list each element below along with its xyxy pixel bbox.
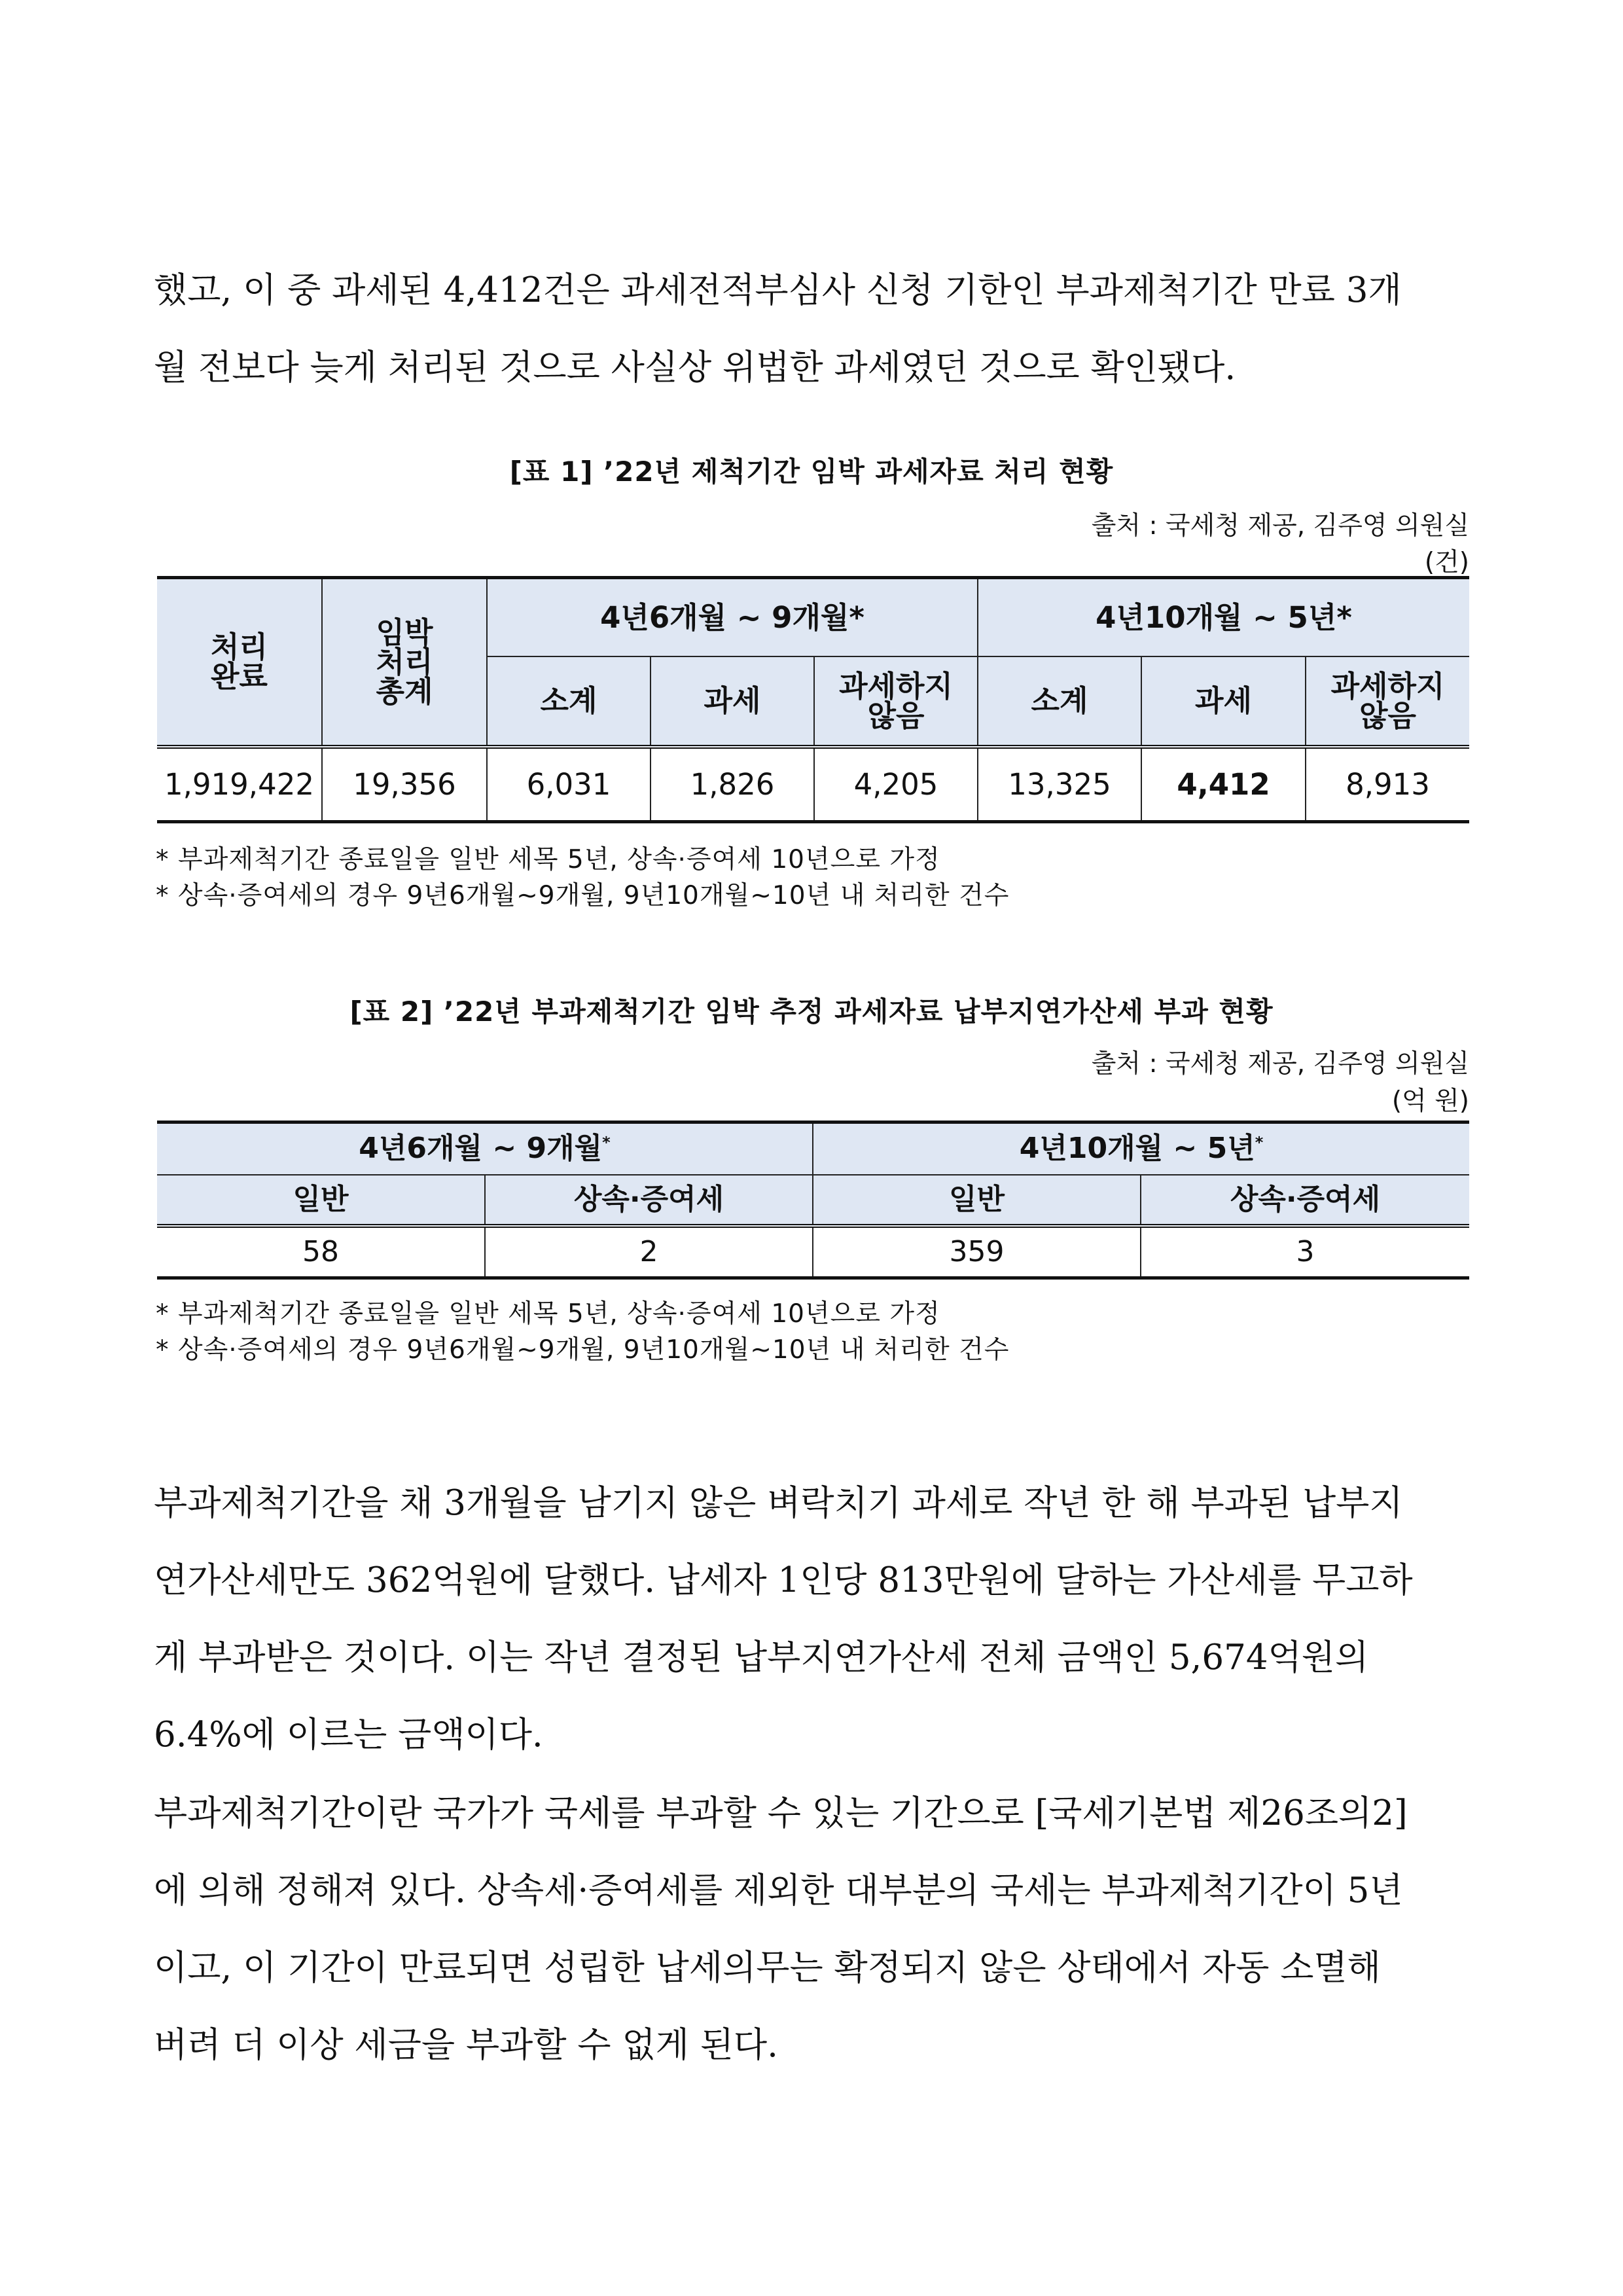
para2-line-3: 이고, 이 기간이 만료되면 성립한 납세의무는 확정되지 않은 상태에서 자동 소멸해 [154, 1948, 1381, 1988]
header-subtotal-1: 소계 [487, 656, 651, 747]
t2-cell-general-1: 58 [157, 1226, 485, 1278]
header-completed: 처리 완료 [157, 578, 322, 747]
cell-not-taxed-1: 4,205 [814, 747, 978, 822]
table1 [157, 576, 1469, 823]
t2-header-inheritance-2: 상속·증여세 [1141, 1175, 1469, 1226]
t2-header-group-6-9m: 4년6개월 ~ 9개월* [157, 1122, 813, 1175]
table1-caption: [표 1] ’22년 제척기간 임박 과세자료 처리 현황 [509, 456, 1114, 488]
header-total: 임박 처리 총계 [322, 578, 487, 747]
header-not-taxed-2: 과세하지 않음 [1306, 656, 1469, 747]
para2-line-1: 부과제척기간이란 국가가 국세를 부과할 수 있는 기간으로 [국세기본법 제26조의2] [154, 1793, 1408, 1833]
cell-completed: 1,919,422 [157, 747, 322, 822]
para2-line-2: 에 의해 정해져 있다. 상속세·증여세를 제외한 대부분의 국세는 부과제척기간이 5년 [154, 1871, 1403, 1910]
table1-note-2: * 상속·증여세의 경우 9년6개월~9개월, 9년10개월~10년 내 처리한 건수 [156, 881, 1010, 910]
header-group-6-9m: 4년6개월 ~ 9개월* [487, 578, 978, 656]
para1-line-4: 6.4%에 이르는 금액이다. [154, 1715, 543, 1755]
table2-row [157, 1226, 1469, 1278]
table1-row [157, 747, 1469, 822]
table1-note-1: * 부과제척기간 종료일을 일반 세목 5년, 상속·증여세 10년으로 가정 [156, 845, 940, 874]
header-subtotal-2: 소계 [978, 656, 1141, 747]
table2-unit: (억 원) [1391, 1086, 1469, 1116]
cell-subtotal-2: 13,325 [978, 747, 1141, 822]
table2 [157, 1121, 1469, 1280]
cell-subtotal-1: 6,031 [487, 747, 651, 822]
table2-caption: [표 2] ’22년 부과제척기간 임박 추정 과세자료 납부지연가산세 부과 현황 [349, 996, 1274, 1028]
cell-not-taxed-2: 8,913 [1306, 747, 1469, 822]
t2-cell-inheritance-2: 3 [1141, 1226, 1469, 1278]
intro-line-2: 월 전보다 늦게 처리된 것으로 사실상 위법한 과세였던 것으로 확인됐다. [154, 348, 1236, 387]
para2-line-4: 버려 더 이상 세금을 부과할 수 없게 된다. [154, 2025, 778, 2065]
cell-taxed-1: 1,826 [651, 747, 814, 822]
header-taxed-2: 과세 [1141, 656, 1306, 747]
t2-cell-general-2: 359 [813, 1226, 1141, 1278]
body-paragraph-1 [154, 1465, 1469, 1774]
body-paragraph-2 [154, 1775, 1469, 2084]
intro-paragraph [154, 252, 1469, 406]
header-group-10m-5y: 4년10개월 ~ 5년* [978, 578, 1469, 656]
header-not-taxed-1: 과세하지 않음 [814, 656, 978, 747]
para1-line-3: 게 부과받은 것이다. 이는 작년 결정된 납부지연가산세 전체 금액인 5,674억원의 [154, 1638, 1369, 1677]
intro-line-1: 했고, 이 중 과세된 4,412건은 과세전적부심사 신청 기한인 부과제척기간 만료 3개 [154, 270, 1402, 310]
header-taxed-1: 과세 [651, 656, 814, 747]
table2-note-2: * 상속·증여세의 경우 9년6개월~9개월, 9년10개월~10년 내 처리한 건수 [156, 1335, 1010, 1365]
cell-taxed-2: 4,412 [1141, 747, 1306, 822]
t2-header-general-1: 일반 [157, 1175, 485, 1226]
t2-header-group-10m-5y: 4년10개월 ~ 5년* [813, 1122, 1469, 1175]
para1-line-1: 부과제척기간을 채 3개월을 남기지 않은 벼락치기 과세로 작년 한 해 부과된 납부지 [154, 1483, 1403, 1523]
table2-source: 출처 : 국세청 제공, 김주영 의원실 [1091, 1049, 1469, 1079]
t2-header-inheritance-1: 상속·증여세 [485, 1175, 813, 1226]
para1-line-2: 연가산세만도 362억원에 달했다. 납세자 1인당 813만원에 달하는 가산세를 무고하 [154, 1560, 1413, 1600]
table2-note-1: * 부과제척기간 종료일을 일반 세목 5년, 상속·증여세 10년으로 가정 [156, 1299, 940, 1329]
t2-cell-inheritance-1: 2 [485, 1226, 813, 1278]
t2-header-general-2: 일반 [813, 1175, 1141, 1226]
table1-unit: (건) [1424, 548, 1469, 577]
table1-source: 출처 : 국세청 제공, 김주영 의원실 [1091, 511, 1469, 541]
cell-total: 19,356 [322, 747, 487, 822]
